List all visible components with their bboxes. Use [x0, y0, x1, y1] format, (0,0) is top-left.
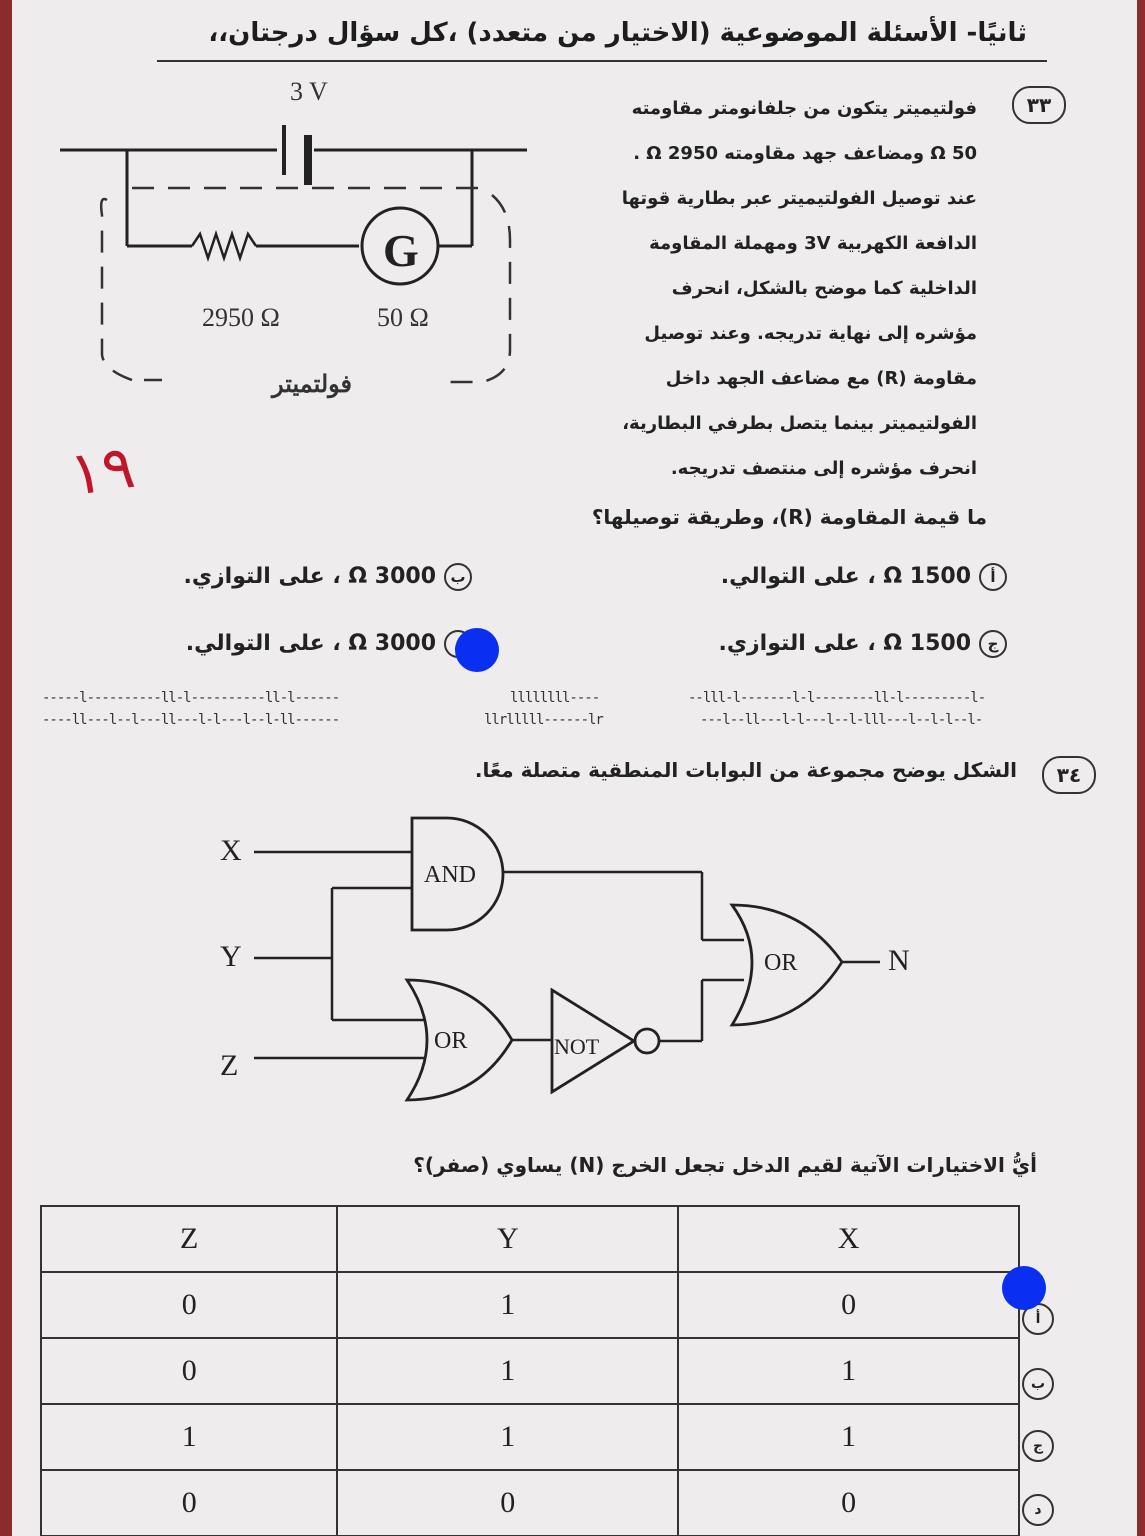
q33-line: مؤشره إلى نهاية تدريجه. وعند توصيل [644, 323, 977, 344]
input-z-label: Z [220, 1049, 239, 1082]
header-y: Y [337, 1206, 678, 1272]
table-row[interactable] [41, 1404, 1019, 1470]
handwritten-score: ١٩ [65, 431, 140, 511]
row-b-badge[interactable]: ب [1022, 1368, 1054, 1400]
input-y-label: Y [220, 940, 242, 973]
or-gate-1-label: OR [434, 1028, 468, 1054]
option-a-text: 1500 Ω ، على التوالي. [720, 564, 971, 589]
logic-gates-diagram [202, 800, 922, 1130]
multiplier-resistor [192, 234, 256, 258]
q33-line: عند توصيل الفولتيميتر عبر بطارية قوتها [621, 188, 977, 209]
option-b-badge: ب [444, 563, 472, 591]
q33-line: الدافعة الكهربية 3V ومهملة المقاومة [649, 233, 977, 254]
output-n-label: N [888, 944, 910, 977]
q33-line: مقاومة (R) مع مضاعف الجهد داخل [665, 368, 977, 389]
cell-x: 0 [678, 1272, 1019, 1338]
option-c-text: 1500 Ω ، على التوازي. [718, 631, 971, 656]
not-gate-label: NOT [554, 1034, 600, 1059]
q33-line: الداخلية كما موضح بالشكل، انحرف [671, 278, 977, 299]
option-d-text: 3000 Ω ، على التوالي. [185, 631, 436, 656]
exam-page [12, 0, 1137, 1536]
galvanometer-label: G [383, 225, 419, 276]
stamp-line: -----l----------ll-l----------ll-l------ [42, 690, 340, 706]
cell-x: 1 [678, 1404, 1019, 1470]
q33-line: الفولتيميتر بينما يتصل بطرفي البطارية، [622, 413, 977, 434]
option-a-badge: أ [979, 563, 1007, 591]
cell-z: 1 [41, 1404, 337, 1470]
question-34-number: ٣٤ [1042, 756, 1096, 794]
option-c-badge: ج [979, 630, 1007, 658]
cell-x: 1 [678, 1338, 1019, 1404]
battery-label: 3 V [290, 77, 328, 106]
and-gate-label: AND [424, 862, 476, 888]
option-b-text: 3000 Ω ، على التوازي. [183, 564, 436, 589]
cell-z: 0 [41, 1338, 337, 1404]
cell-y: 0 [337, 1470, 678, 1536]
row-d-badge[interactable]: د [1022, 1494, 1054, 1526]
question-33-text [547, 86, 977, 491]
stamp-line: --lll-l-------l-l--------ll-l---------l- [688, 690, 986, 706]
answer-mark-dot [455, 628, 499, 672]
question-33-prompt: ما قيمة المقاومة (R)، وطريقة توصيلها؟ [591, 505, 987, 529]
voltmeter-circuit-diagram [52, 70, 552, 410]
answer-mark-dot [1002, 1266, 1046, 1310]
multiplier-resistance-label: 2950 Ω [202, 303, 280, 332]
cell-z: 0 [41, 1470, 337, 1536]
cell-y: 1 [337, 1272, 678, 1338]
q33-option-a[interactable] [721, 563, 1007, 591]
voltmeter-label: فولتميتر [271, 372, 352, 398]
q33-option-c[interactable] [718, 630, 1007, 658]
q33-option-d[interactable] [186, 630, 472, 658]
section-title: ثانيًا- الأسئلة الموضوعية (الاختيار من متعدد) ،كل سؤال درجتان،، [208, 18, 1027, 48]
truth-table [40, 1205, 1020, 1536]
table-row[interactable] [41, 1470, 1019, 1536]
q33-line: 50 Ω ومضاعف جهد مقاومته 2950 Ω . [633, 143, 977, 164]
q33-line: فولتيميتر يتكون من جلفانومتر مقاومته [631, 98, 977, 119]
q33-line: انحرف مؤشره إلى منتصف تدريجه. [670, 458, 977, 479]
question-33-number: ٣٣ [1012, 86, 1066, 124]
row-a-badge[interactable]: أ [1022, 1303, 1054, 1335]
stamp-line: llrlllll------lr [484, 712, 603, 728]
cell-y: 1 [337, 1404, 678, 1470]
question-34-intro: الشكل يوضح مجموعة من البوابات المنطقية متصلة معًا. [474, 758, 1017, 782]
stamp-line: ---l--ll---l-l---l--l-lll---l--l-l--l- [700, 712, 983, 728]
stamp-line: llllllll---- [510, 690, 600, 706]
not-gate-bubble [635, 1029, 659, 1053]
or-gate-2-label: OR [764, 950, 798, 976]
cell-y: 1 [337, 1338, 678, 1404]
stamp-line: ----ll---l--l---ll---l-l---l--l-ll------ [42, 712, 340, 728]
question-34-prompt: أيُّ الاختيارات الآتية لقيم الدخل تجعل الخرج (N) يساوي (صفر)؟ [413, 1153, 1037, 1177]
table-header-row [41, 1206, 1019, 1272]
cell-x: 0 [678, 1470, 1019, 1536]
cell-z: 0 [41, 1272, 337, 1338]
input-x-label: X [220, 834, 242, 867]
title-underline [157, 60, 1047, 62]
table-row[interactable] [41, 1338, 1019, 1404]
header-x: X [678, 1206, 1019, 1272]
header-z: Z [41, 1206, 337, 1272]
row-c-badge[interactable]: ج [1022, 1430, 1054, 1462]
table-row[interactable] [41, 1272, 1019, 1338]
galvanometer-resistance-label: 50 Ω [377, 303, 429, 332]
q33-option-b[interactable] [183, 563, 472, 591]
